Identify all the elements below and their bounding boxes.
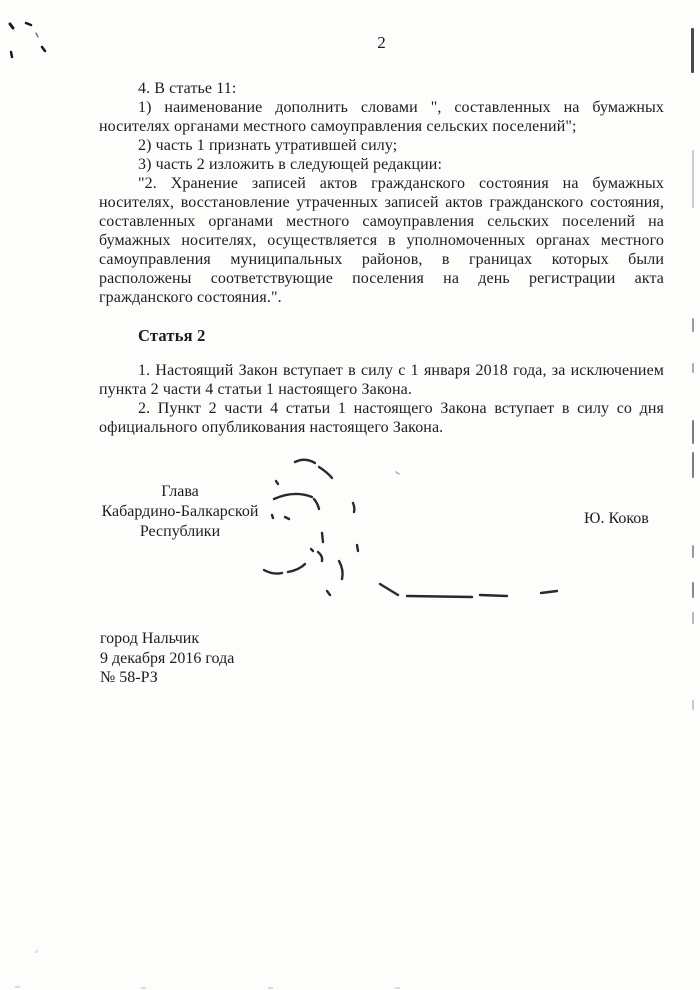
scan-artifact [692,420,694,444]
ink-specks [4,20,54,60]
document-footer [100,629,234,688]
signatory-title-line2: Кабардино-Балкарской [101,503,259,520]
paragraph-article2-item1: 1. Настоящий Закон вступает в силу с 1 января 2018 года, за исключением пункта 2 части 4 статьи 1 настоящего Закона. [99,362,664,398]
scan-artifact [692,150,694,208]
paragraph-article2-item2: 2. Пункт 2 части 4 статьи 1 настоящего Закона вступает в силу со дня официального опубликования настоящего Закона. [99,400,664,436]
footer-date: 9 декабря 2016 года [100,649,235,667]
paragraph-article1-item2: 2) часть 1 признать утратившей силу; [138,137,398,154]
article-2-body [99,361,664,437]
paragraph-article1-item1: 1) наименование дополнить словами ", составленных на бумажных носителях органами местного самоуправления сельских поселений"; [99,99,664,135]
scan-artifact [268,987,273,989]
scan-artifact [395,987,400,989]
scan-artifact [692,318,694,332]
scan-artifact [692,363,694,373]
scan-artifact [692,582,694,598]
footer-doc-number: № 58-РЗ [100,669,158,686]
scan-artifact [141,987,146,989]
handwritten-signature [240,448,570,608]
scan-artifact [692,452,694,478]
paragraph-article1-quote: "2. Хранение записей актов гражданского состояния на бумажных носителях, восстановление утраченных записей актов гражданского состояния, составленных органами местного самоуправления сельских поселений на бумажных носителях, осуществляется в уполномоченных органах местного самоуправления муниципальных районов, в границах которых были расположены соответствующие поселения на день регистрации акта гражданского состояния.". [99,175,664,306]
paragraph-article1-item3: 3) часть 2 изложить в следующей редакции: [138,156,442,173]
article-2-heading: Статья 2 [138,326,206,345]
paragraph-article1-intro: 4. В статье 11: [138,80,237,97]
footer-city: город Нальчик [100,630,200,647]
signatory-name: Ю. Коков [584,510,649,527]
article-1-amendments [99,79,664,307]
scan-artifact [35,950,38,953]
signatory-title-line3: Республики [139,523,221,540]
page-number: 2 [377,33,386,52]
signatory-title-line1: Глава [161,483,199,500]
scan-artifact [692,612,694,624]
signatory-title [96,482,264,542]
scan-artifact [691,28,694,73]
scan-artifact [692,700,694,710]
scan-artifact [15,986,20,988]
scan-artifact [692,545,694,558]
